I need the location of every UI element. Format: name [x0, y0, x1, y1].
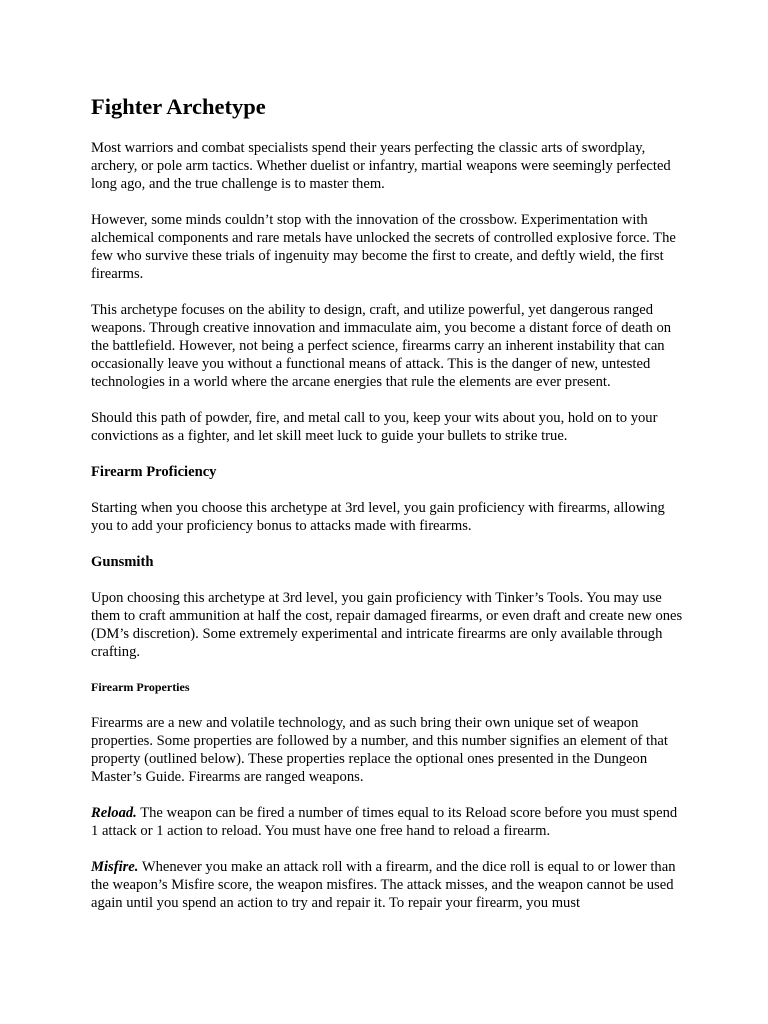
- misfire-paragraph: [91, 858, 683, 912]
- reload-paragraph: [91, 804, 683, 840]
- misfire-text: Whenever you make an attack roll with a firearm, and the dice roll is equal to or lower than the weapon’s Misfire score, the weapon misfires. The attack misses, and the weapon cannot be used again until you spend an action to try and repair it. To repair your firearm, you must: [91, 859, 676, 911]
- intro-paragraph-1: Most warriors and combat specialists spend their years perfecting the classic arts of swordplay, archery, or pole arm tactics. Whether duelist or infantry, martial weapons were seemingly perfected long ago, and the true challenge is to master them.: [91, 140, 671, 192]
- intro-paragraph-2: However, some minds couldn’t stop with the innovation of the crossbow. Experimentation with alchemical components and rare metals have unlocked the secrets of controlled explosive force. The few who survive these trials of ingenuity may become the first to create, and deftly wield, the first firearms.: [91, 212, 676, 282]
- firearm-proficiency-text: Starting when you choose this archetype at 3rd level, you gain proficiency with firearms, allowing you to add your proficiency bonus to attacks made with firearms.: [91, 500, 665, 534]
- intro-paragraph-4: Should this path of powder, fire, and metal call to you, keep your wits about you, hold on to your convictions as a fighter, and let skill meet luck to guide your bullets to strike true.: [91, 410, 658, 444]
- page-title: Fighter Archetype: [91, 94, 266, 119]
- document-page: [91, 94, 683, 930]
- firearm-proficiency-heading: Firearm Proficiency: [91, 464, 217, 480]
- reload-text: The weapon can be fired a number of times equal to its Reload score before you must spend 1 attack or 1 action to reload. You must have one free hand to reload a firearm.: [91, 805, 678, 839]
- gunsmith-heading: Gunsmith: [91, 554, 154, 570]
- firearm-properties-text: Firearms are a new and volatile technology, and as such bring their own unique set of weapon properties. Some properties are followed by a number, and this number signifies an element of that property (outlined below). These properties replace the optional ones presented in the Dungeon Master’s Guide. Firearms are ranged weapons.: [91, 715, 668, 785]
- gunsmith-text: Upon choosing this archetype at 3rd level, you gain proficiency with Tinker’s Tools. You may use them to craft ammunition at half the cost, repair damaged firearms, or even draft and create new ones (DM’s discretion). Some extremely experimental and intricate firearms are only available through crafting.: [91, 590, 683, 660]
- intro-paragraph-3: This archetype focuses on the ability to design, craft, and utilize powerful, yet dangerous ranged weapons. Through creative innovation and immaculate aim, you become a distant force of death on the battlefield. However, not being a perfect science, firearms carry an inherent instability that can occasionally leave you without a functional means of attack. This is the danger of new, untested technologies in a world where the arcane energies that rule the elements are ever present.: [91, 302, 672, 390]
- reload-lead: Reload.: [91, 805, 137, 821]
- misfire-lead: Misfire.: [91, 859, 139, 875]
- firearm-properties-heading: Firearm Properties: [91, 680, 190, 694]
